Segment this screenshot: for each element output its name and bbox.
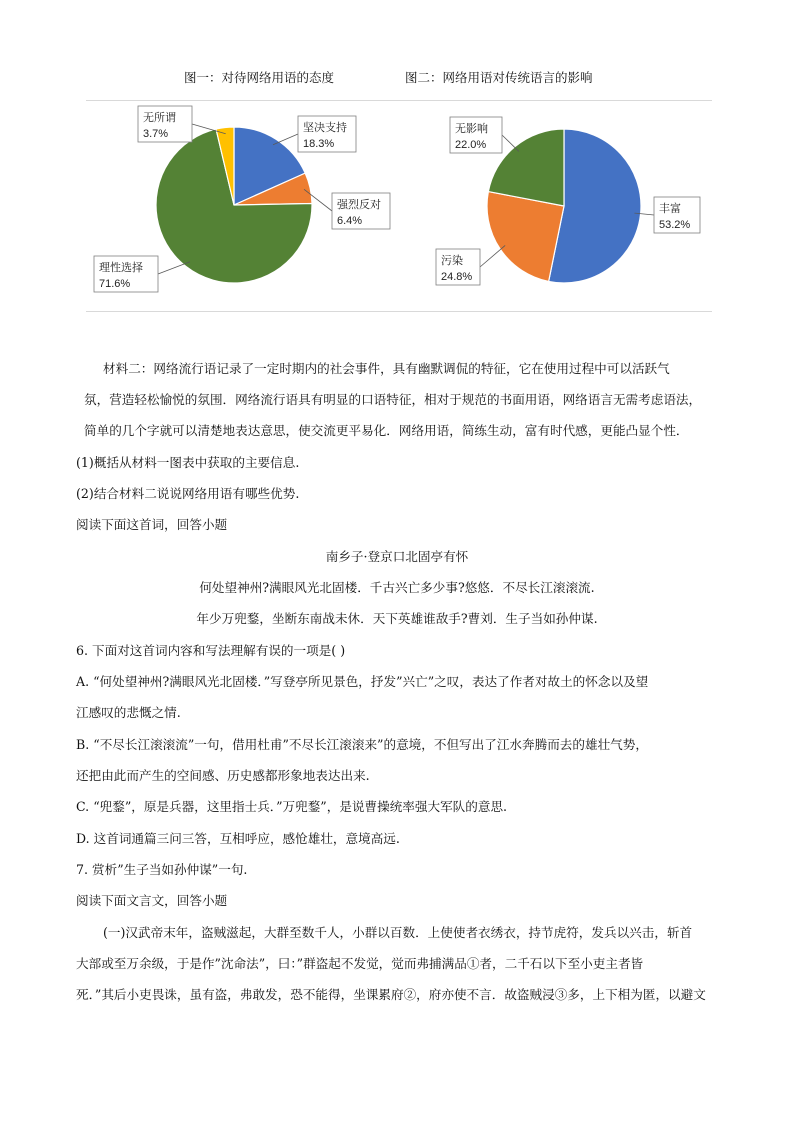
figure2-title: 图二：网络用语对传统语言的影响: [405, 70, 593, 85]
material2-line1: 材料二：网络流行语记录了一定时期内的社会事件，具有幽默调侃的特征，它在使用过程中可以活跃气: [103, 361, 670, 376]
option-c: C. “兜鍪”，原是兵器，这里指士兵．”万兜鍪”，是说曹操统率强大军队的意思.: [76, 799, 508, 814]
pie-chart-attitude: [156, 127, 312, 283]
classical-line3: 死．”其后小吏畏诛，虽有盗，弗敢发，恐不能得，坐课累府②，府亦使不言．故盗贼浸③多，上下相为匿，以避文: [76, 987, 706, 1002]
slice-label-value: 53.2%: [659, 219, 691, 231]
leader-line: [158, 262, 190, 274]
leader-line: [480, 245, 505, 267]
read-poem-instruction: 阅读下面这首词，回答小题: [76, 517, 228, 532]
option-a-line2: 江感叹的悲慨之情.: [76, 705, 181, 720]
slice-label-name: 强烈反对: [337, 199, 381, 211]
slice-label-name: 坚决支持: [303, 122, 347, 134]
slice-label-value: 24.8%: [441, 271, 473, 283]
option-b-line1: B. “不尽长江滚滚流”一句，借用杜甫”不尽长江滚滚来”的意境，不但写出了江水奔腾而去的雄壮气势，: [76, 737, 648, 752]
leader-line: [502, 135, 519, 151]
slice-label-name: 污染: [441, 255, 463, 267]
read-classical-instruction: 阅读下面文言文，回答小题: [76, 893, 228, 908]
slice-label-value: 18.3%: [303, 138, 335, 150]
poem-title: 南乡子·登京口北固亭有怀: [325, 549, 469, 564]
pie-charts-svg: [86, 101, 712, 311]
pie-charts: [86, 100, 712, 312]
slice-label-name: 无所谓: [143, 112, 176, 124]
classical-line2: 大部或至万余级，于是作”沈命法”，曰：”群盗起不发觉，觉而弗捕满品①者，二千石以下至小吏主者皆: [76, 956, 644, 971]
material2-line2: 氛，营造轻松愉悦的氛围．网络流行语具有明显的口语特征，相对于规范的书面用语，网络语言无需考虑语法，: [84, 392, 702, 407]
slice-label-name: 丰富: [659, 203, 681, 215]
option-a-line1: A. “何处望神州?满眼风光北固楼．”写登亭所见景色，抒发”兴亡”之叹，表达了作者对故土的怀念以及望: [76, 674, 649, 689]
slice-label-name: 无影响: [455, 123, 488, 135]
slice-label-value: 6.4%: [337, 215, 363, 227]
question-6: 6. 下面对这首词内容和写法理解有误的一项是( ): [76, 643, 346, 658]
option-b-line2: 还把由此而产生的空间感、历史感都形象地表达出来.: [76, 768, 370, 783]
figure1-title: 图一：对待网络用语的态度: [184, 70, 335, 85]
poem-line-2: 年少万兜鍪，坐断东南战未休．天下英雄谁敌手?曹刘．生子当如孙仲谋.: [196, 611, 598, 626]
poem-line-1: 何处望神州?满眼风光北固楼．千古兴亡多少事?悠悠．不尽长江滚滚流.: [199, 580, 595, 595]
pie-chart-impact: [487, 129, 641, 283]
figure-titles: [0, 68, 794, 88]
option-d: D. 这首词通篇三问三答，互相呼应，感怆雄壮，意境高远.: [76, 831, 400, 846]
slice-label-value: 3.7%: [143, 128, 169, 140]
question-2: (2)结合材料二说说网络用语有哪些优势.: [76, 486, 300, 501]
slice-label-value: 22.0%: [455, 139, 487, 151]
slice-label-name: 理性选择: [99, 262, 143, 274]
question-1: (1)概括从材料一图表中获取的主要信息.: [76, 455, 300, 470]
slice-label-value: 71.6%: [99, 278, 131, 290]
question-7: 7. 赏析”生子当如孙仲谋”一句.: [76, 862, 248, 877]
classical-line1: (一)汉武帝末年，盗贼滋起，大群至数千人，小群以百数．上使使者衣绣衣，持节虎符，发兵以兴击，斩首: [103, 925, 693, 940]
material2-line3: 简单的几个字就可以清楚地表达意思，使交流更平易化．网络用语，简练生动，富有时代感，更能凸显个性．: [84, 423, 689, 438]
